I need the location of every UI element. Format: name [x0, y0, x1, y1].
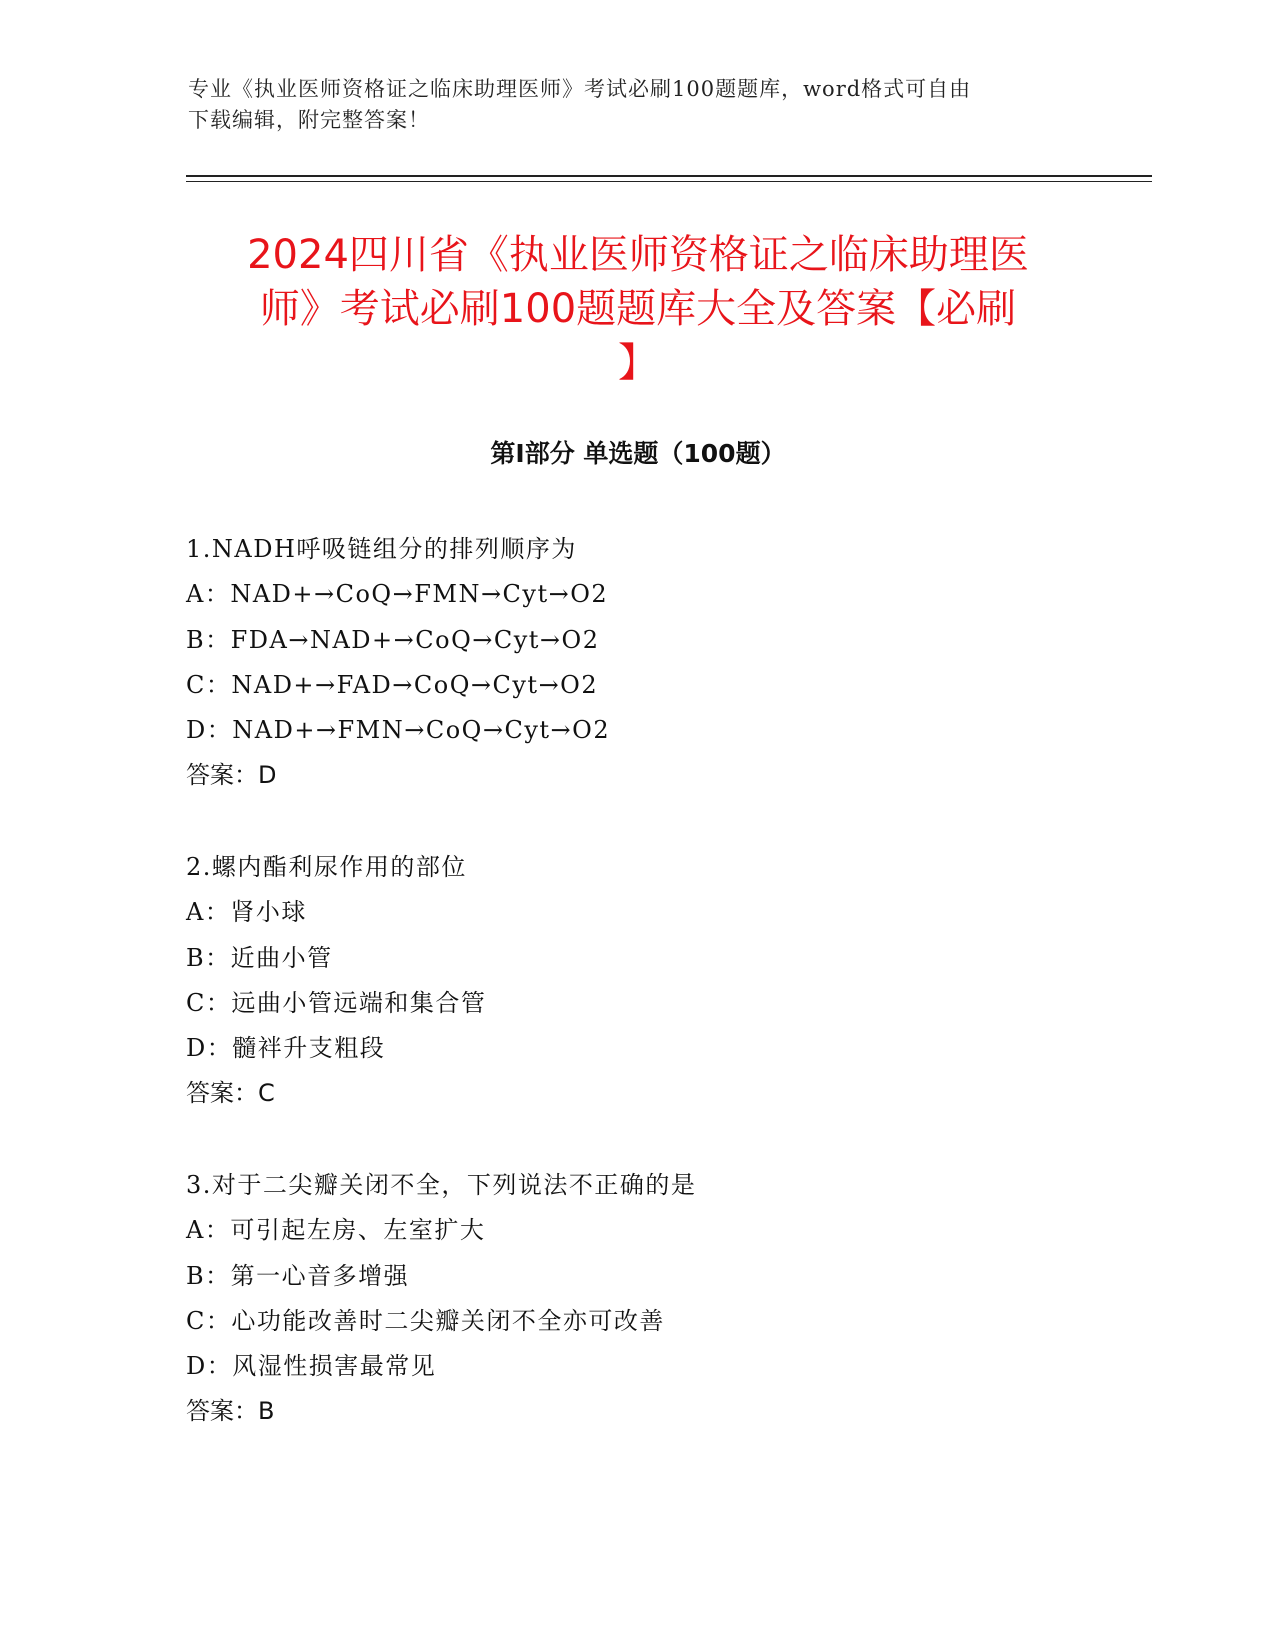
answer: 答案：D: [186, 761, 277, 790]
question-text: 2.螺内酯利尿作用的部位: [186, 853, 467, 881]
question-1: [186, 527, 1086, 799]
document-title-line-3: 】: [618, 340, 658, 386]
option-c: C：NAD+→FAD→CoQ→Cyt→O2: [186, 670, 599, 699]
option-c: C：心功能改善时二尖瓣关闭不全亦可改善: [186, 1306, 665, 1335]
option-c: C：远曲小管远端和集合管: [186, 988, 487, 1017]
header-divider-thin: [186, 181, 1152, 182]
header-note-line-1: 专业《执业医师资格证之临床助理医师》考试必刷100题题库，word格式可自由: [188, 77, 972, 101]
document-title: [186, 228, 1090, 390]
section-heading: 第Ⅰ部分 单选题（100题）: [490, 439, 786, 468]
question-text: 1.NADH呼吸链组分的排列顺序为: [186, 535, 577, 563]
question-text: 3.对于二尖瓣关闭不全，下列说法不正确的是: [186, 1171, 697, 1199]
question-2: [186, 845, 1086, 1117]
answer: 答案：C: [186, 1079, 275, 1108]
document-title-line-2: 师》考试必刷100题题库大全及答案【必刷: [259, 286, 1017, 332]
header-divider-thick: [186, 175, 1152, 177]
option-b: B：近曲小管: [186, 943, 333, 972]
option-a: A：可引起左房、左室扩大: [186, 1216, 486, 1245]
document-title-line-1: 2024四川省《执业医师资格证之临床助理医: [247, 232, 1029, 278]
option-a: A：NAD+→CoQ→FMN→Cyt→O2: [186, 580, 609, 609]
option-a: A：肾小球: [186, 898, 307, 927]
question-3: [186, 1163, 1086, 1435]
option-d: D：风湿性损害最常见: [186, 1352, 437, 1381]
option-b: B：FDA→NAD+→CoQ→Cyt→O2: [186, 625, 600, 654]
header-note: [188, 74, 1088, 136]
header-note-line-2: 下载编辑，附完整答案！: [188, 108, 430, 132]
answer: 答案：B: [186, 1397, 275, 1426]
option-d: D：髓袢升支粗段: [186, 1034, 386, 1063]
option-d: D：NAD+→FMN→CoQ→Cyt→O2: [186, 716, 611, 745]
option-b: B：第一心音多增强: [186, 1261, 410, 1290]
